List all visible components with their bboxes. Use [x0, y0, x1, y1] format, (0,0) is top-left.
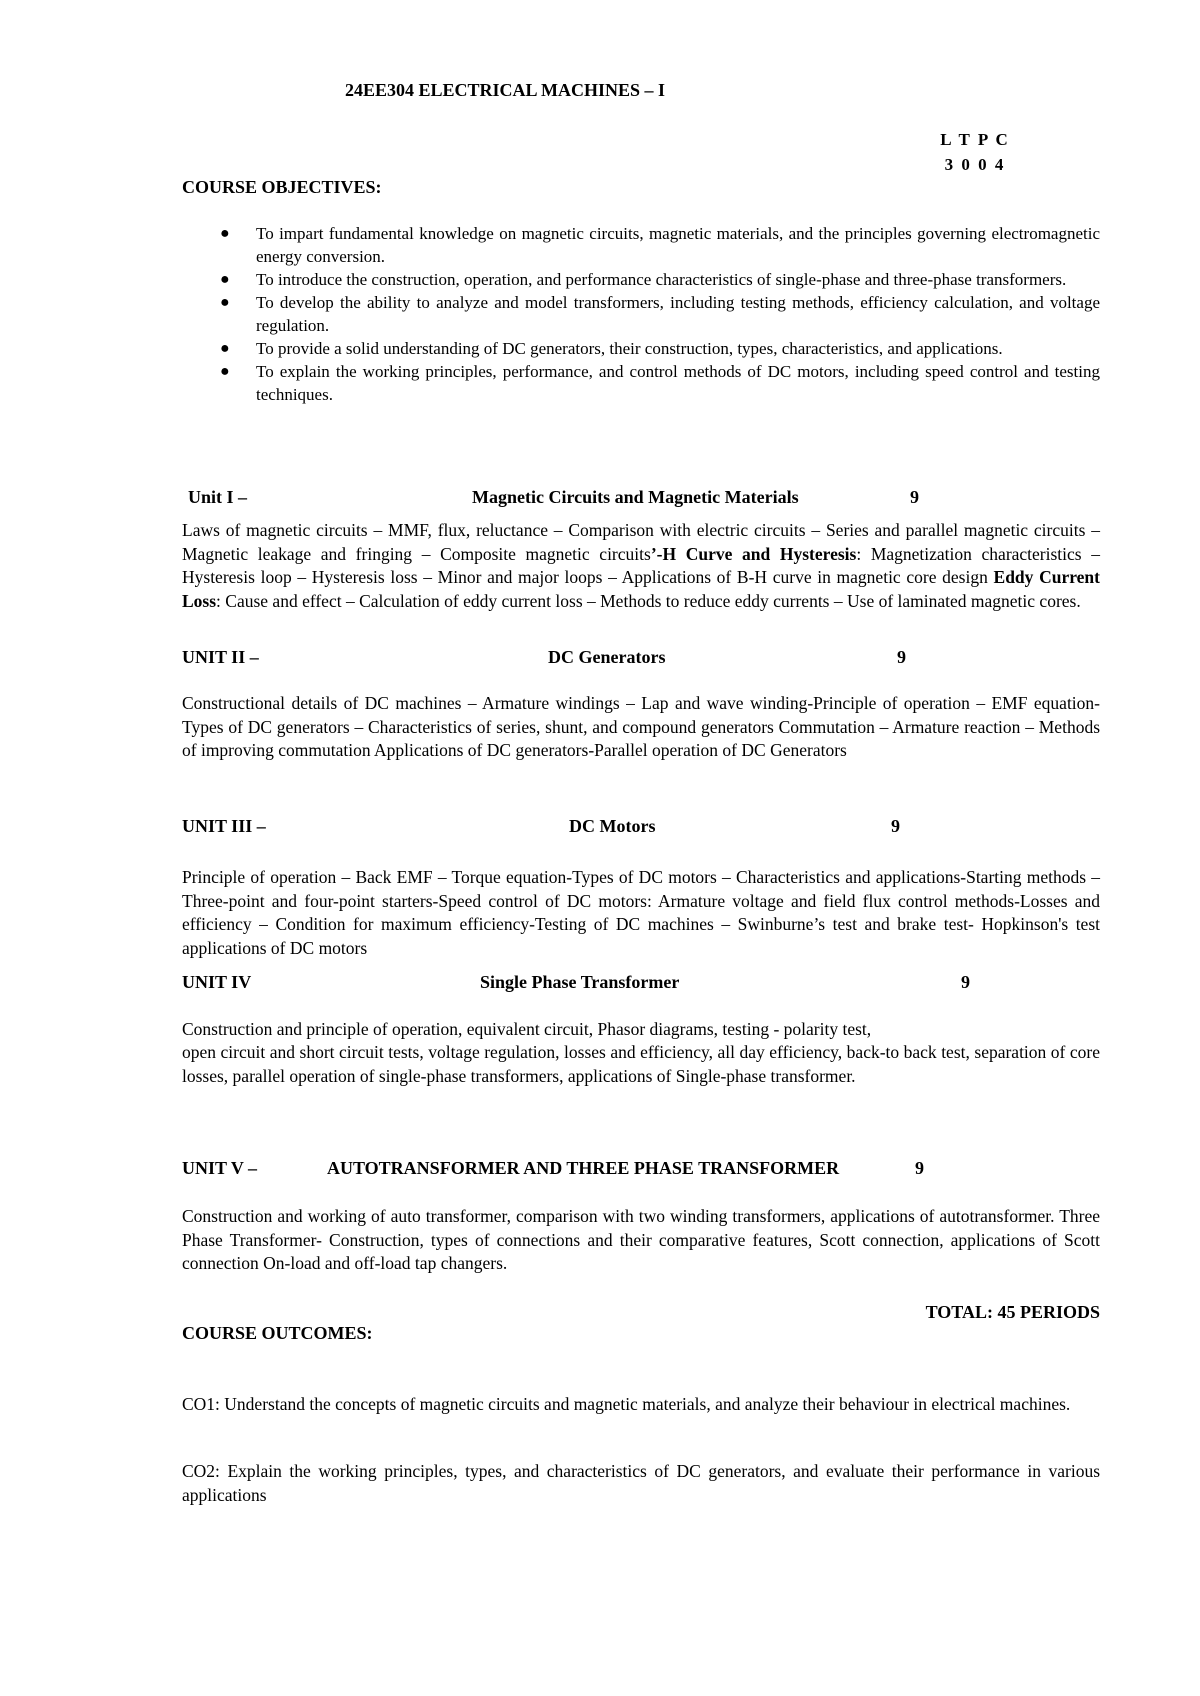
objective-item: ● To introduce the construction, operation, and performance characteristics of single-phase and three-phase transformers.	[220, 270, 1067, 289]
unit-hours: 9	[897, 647, 906, 667]
objectives-list	[220, 222, 1100, 406]
unit-title: Magnetic Circuits and Magnetic Materials	[472, 487, 799, 507]
unit-label: Unit I –	[188, 487, 248, 507]
unit-2-heading	[0, 647, 1200, 671]
bullet-icon: ●	[220, 225, 230, 242]
unit-hours: 9	[961, 972, 970, 992]
unit-title: Single Phase Transformer	[480, 972, 680, 992]
bullet-icon: ●	[220, 363, 230, 380]
outcome-item: CO1: Understand the concepts of magnetic circuits and magnetic materials, and analyze their behaviour in electrical machines.	[182, 1394, 1071, 1414]
unit-2-content: Constructional details of DC machines – Armature windings – Lap and wave winding-Principle of operation – EMF equation-Types of DC generators – Characteristics of series, shunt, and compound generators Commutation – Armature reaction – Methods of improving commutation Applications of DC generators-Parallel operation of DC Generators	[182, 693, 1100, 760]
unit-label: UNIT V –	[182, 1158, 258, 1178]
unit-3-heading	[0, 816, 1200, 840]
objective-item: ● To explain the working principles, performance, and control methods of DC motors, including speed control and testing techniques.	[220, 362, 1100, 404]
unit-title: DC Motors	[569, 816, 656, 836]
course-title: 24EE304 ELECTRICAL MACHINES – I	[344, 80, 666, 100]
unit-hours: 9	[915, 1158, 924, 1178]
outcome-item: CO2: Explain the working principles, types, and characteristics of DC generators, and evaluate their performance in various applications	[182, 1461, 1100, 1505]
unit-label: UNIT III –	[182, 816, 266, 836]
unit-hours: 9	[910, 487, 919, 507]
unit-4-heading	[0, 972, 1200, 996]
ltpc-label: L T P C	[940, 130, 1010, 149]
unit-label: UNIT IV	[182, 972, 252, 992]
total-periods: TOTAL: 45 PERIODS	[925, 1302, 1100, 1322]
objectives-heading: COURSE OBJECTIVES:	[182, 177, 382, 197]
unit-5-heading	[0, 1158, 1200, 1182]
unit-hours: 9	[891, 816, 900, 836]
bullet-icon: ●	[220, 294, 230, 311]
bullet-icon: ●	[220, 271, 230, 288]
outcomes-heading: COURSE OUTCOMES:	[182, 1323, 373, 1343]
unit-title: AUTOTRANSFORMER AND THREE PHASE TRANSFORMER	[327, 1158, 840, 1178]
unit-label: UNIT II –	[182, 647, 259, 667]
unit-1-content: Laws of magnetic circuits – MMF, flux, reluctance – Comparison with electric circuits – Series and parallel magnetic circuits – Magnetic leakage and fringing – Composite magnetic circuits’-H Curve and Hysteresis: Magnetization characteristics – Hysteresis loop – Hysteresis loss – Minor and major loops – Applications of B-H curve in magnetic core design Eddy Current Loss: Cause and effect – Calculation of eddy current loss – Methods to reduce eddy currents – Use of laminated magnetic cores.	[182, 520, 1100, 611]
bullet-icon: ●	[220, 340, 230, 357]
unit-4-content-line1: Construction and principle of operation, equivalent circuit, Phasor diagrams, testing - polarity test,	[182, 1019, 872, 1039]
ltpc-values: 3 0 0 4	[944, 155, 1006, 174]
unit-1-heading	[0, 487, 1200, 511]
objective-item: ● To impart fundamental knowledge on magnetic circuits, magnetic materials, and the principles governing electromagnetic energy conversion.	[220, 224, 1100, 266]
unit-3-content: Principle of operation – Back EMF – Torque equation-Types of DC motors – Characteristics and applications-Starting methods – Three-point and four-point starters-Speed control of DC motors: Armature voltage and field flux control methods-Losses and efficiency – Condition for maximum efficiency-Testing of DC machines – Swinburne’s test and brake test- Hopkinson's test applications of DC motors	[182, 867, 1100, 958]
objective-item: ● To develop the ability to analyze and model transformers, including testing methods, efficiency calculation, and voltage regulation.	[220, 293, 1100, 335]
unit-title: DC Generators	[548, 647, 666, 667]
objective-item: ● To provide a solid understanding of DC generators, their construction, types, characteristics, and applications.	[220, 339, 1003, 358]
unit-5-content: Construction and working of auto transformer, comparison with two winding transformers, applications of autotransformer. Three Phase Transformer- Construction, types of connections and their comparative features, Scott connection, applications of Scott connection On-load and off-load tap changers.	[182, 1206, 1100, 1273]
ltpc-block	[900, 127, 1050, 177]
unit-4-content: open circuit and short circuit tests, voltage regulation, losses and efficiency, all day efficiency, back-to back test, separation of core losses, parallel operation of single-phase transformers, applications of Single-phase transformer.	[182, 1042, 1100, 1086]
